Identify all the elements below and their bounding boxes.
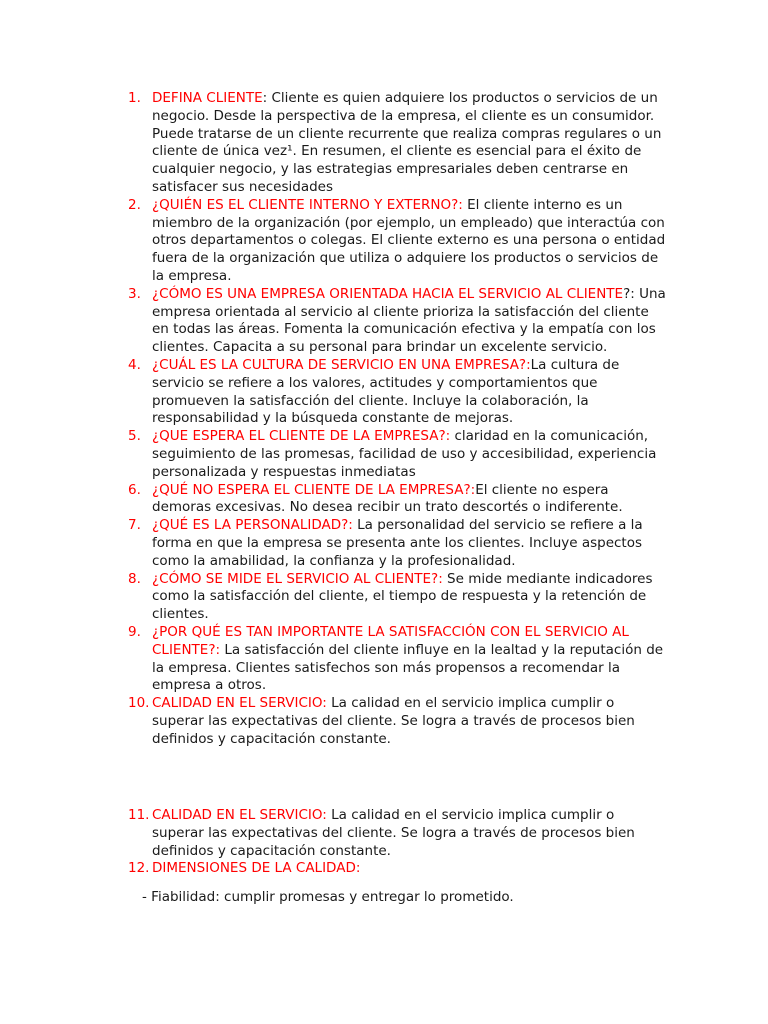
list-item [128,807,668,860]
item-question: ¿CUÁL ES LA CULTURA DE SERVICIO EN UNA EMPRESA?: [152,356,531,373]
item-number: 5. [128,428,141,445]
list-item [128,357,668,428]
item-answer: La satisfacción del cliente influye en la lealtad y la reputación de la empresa. Clientes satisfechos son más propensos a recomendar la empresa a otros. [152,641,664,694]
item-question: DEFINA CLIENTE [152,90,263,106]
item-answer: claridad en la comunicación, seguimiento de las promesas, facilidad de uso y accesibilidad, experiencia personalizada y respuestas inmediatas [152,428,657,480]
item-answer: : Cliente es quien adquiere los productos o servicios de un negocio. Desde la perspectiva de la empresa, el cliente es un consumidor. Puede tratarse de un cliente recurrente que realiza compras regulares o un cliente de única vez¹. En resumen, el cliente es esencial para el éxito de cualquier negocio, y las estrategias empresariales deben centrarse en satisfacer sus necesidades [152,90,662,195]
item-question: CALIDAD EN EL SERVICIO: [152,695,327,712]
item-answer: ?: Una empresa orientada al servicio al cliente prioriza la satisfacción del cliente en todas las áreas. Fomenta la comunicación efectiva y la empatía con los clientes. Capacita a su personal para brindar un excelente servicio. [152,285,666,356]
list-item [128,860,668,878]
item-number: 12. [128,860,150,877]
question-list [128,90,668,748]
item-number: 9. [128,623,141,640]
item-question: ¿CÓMO ES UNA EMPRESA ORIENTADA HACIA EL SERVICIO AL CLIENTE [152,285,624,302]
list-item [128,517,668,570]
item-number: 11. [128,807,150,823]
item-answer: El cliente interno es un miembro de la organización (por ejemplo, un empleado) que interactúa con otros departamentos o colegas. El cliente externo es una persona o entidad fuera de la organización que utiliza o adquiere los productos o servicios de la empresa. [152,196,666,284]
list-item [128,428,668,481]
item-answer: La calidad en el servicio implica cumplir o superar las expectativas del cliente. Se logra a través de procesos bien definidos y capacitación constante. [152,695,635,747]
list-item [128,482,668,518]
dimension-fiabilidad: - Fiabilidad: cumplir promesas y entregar lo prometido. [142,889,514,905]
item-number: 4. [128,356,141,373]
item-number: 3. [128,285,141,302]
item-question: ¿QUIÉN ES EL CLIENTE INTERNO Y EXTERNO?: [152,196,463,213]
item-number: 6. [128,481,141,498]
item-question: ¿CÓMO SE MIDE EL SERVICIO AL CLIENTE?: [152,570,443,587]
item-question: ¿QUÉ NO ESPERA EL CLIENTE DE LA EMPRESA?: [152,481,476,498]
item-question: DIMENSIONES DE LA CALIDAD: [152,860,361,877]
item-number: 10. [128,695,150,712]
list-item [128,624,668,695]
item-answer: La calidad en el servicio implica cumplir o superar las expectativas del cliente. Se logra a través de procesos bien definidos y capacitación constante. [152,807,635,859]
item-answer: La cultura de servicio se refiere a los valores, actitudes y comportamientos que promueven la satisfacción del cliente. Incluye la colaboración, la responsabilidad y la búsqueda constante de mejoras. [152,356,620,427]
list-item [128,695,668,748]
item-answer: Se mide mediante indicadores como la satisfacción del cliente, el tiempo de respuesta y la retención de clientes. [152,570,653,623]
item-number: 8. [128,570,141,587]
list-item [128,197,668,286]
list-item [128,286,668,357]
question-list-continued [128,807,668,878]
item-question: CALIDAD EN EL SERVICIO: [152,807,327,823]
item-question: ¿QUE ESPERA EL CLIENTE DE LA EMPRESA?: [152,428,451,445]
item-answer: El cliente no espera demoras excesivas. No desea recibir un trato descortés o indiferente. [152,481,623,516]
item-question: ¿QUÉ ES LA PERSONALIDAD?: [152,517,353,534]
item-answer: La personalidad del servicio se refiere a la forma en que la empresa se presenta ante los clientes. Incluye aspectos como la amabilidad, la confianza y la profesionalidad. [152,517,643,569]
list-item [128,571,668,624]
item-number: 2. [128,196,141,213]
item-number: 1. [128,90,141,106]
list-item [128,90,668,197]
item-question: ¿POR QUÉ ES TAN IMPORTANTE LA SATISFACCIÓN CON EL SERVICIO AL CLIENTE?: [152,623,629,658]
item-number: 7. [128,517,141,534]
